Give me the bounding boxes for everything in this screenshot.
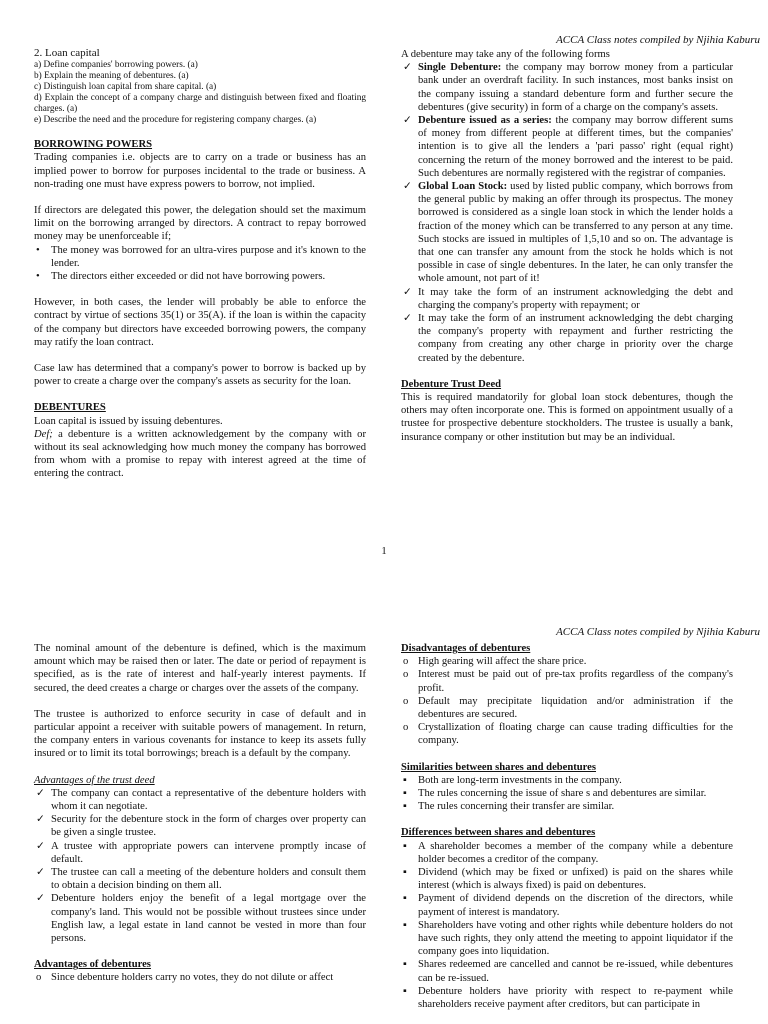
- borrowing-paragraph: Trading companies i.e. objects are to carry on a trade or business has an implied power to borrow for purposes incidental to the trade or business. A non-trading one must have express powers to borrow, not implied.: [34, 152, 366, 190]
- square-bullet-icon: ▪: [403, 985, 407, 997]
- page-2: [0, 626, 768, 1024]
- objective-item: b) Explain the meaning of debentures. (a): [34, 71, 189, 82]
- borrowing-paragraph: Case law has determined that a company's power to borrow is backed up by power to create a charge over the company's assets as security for the loan.: [34, 363, 366, 388]
- similarities-list: [401, 774, 733, 814]
- page-header: ACCA Class notes compiled by Njihia Kaburu: [556, 34, 760, 46]
- list-item: ▪ Dividend (which may be fixed or unfixed) is paid on the shares while interest (which is always fixed) is paid on debentures.: [403, 867, 733, 892]
- checkmark-icon: ✓: [403, 62, 412, 74]
- checkmark-icon: ✓: [403, 115, 412, 127]
- list-item: ▪ Shareholders have voting and other rights while debenture holders do not have such rights, they only attend the meeting to appoint liquidator if the company goes into liquidation.: [403, 919, 733, 958]
- definition-label: Def;: [34, 428, 53, 440]
- list-item: ▪ Payment of dividend depends on the discretion of the directors, while payment of interest is mandatory.: [403, 893, 733, 918]
- page-gap: [0, 565, 768, 626]
- checkmark-icon: ✓: [36, 893, 45, 905]
- checkmark-icon: ✓: [36, 814, 45, 826]
- advantages-trust-deed-heading: Advantages of the trust deed: [34, 774, 155, 786]
- right-column: [401, 48, 733, 444]
- trust-deed-paragraph: This is required mandatorily for global loan stock debentures, though the others may often incorporate one. This is formed on appointment usually of a trustee for prospective debenture stockholders. The trustee is usually a bank, insurance company or other institution but may be an individual.: [401, 392, 733, 443]
- list-item: ▪ Shares redeemed are cancelled and cannot be re-issued, while debentures can be re-issued.: [403, 959, 733, 984]
- list-item: ▪ The rules concerning their transfer are similar.: [403, 801, 615, 813]
- square-bullet-icon: ▪: [403, 959, 407, 971]
- forms-intro: A debenture may take any of the following forms: [401, 49, 610, 60]
- objectives-list: [34, 60, 366, 126]
- debentures-heading: DEBENTURES: [34, 402, 106, 414]
- list-item: ✓ The trustee can call a meeting of the debenture holders and consult them to obtain a decision binding on them all.: [36, 867, 366, 892]
- list-item: ✓ Security for the debenture stock in the form of charges over property can be given a single trustee.: [36, 814, 366, 839]
- checkmark-icon: ✓: [403, 286, 412, 298]
- circle-bullet-icon: o: [403, 722, 409, 734]
- list-item: o Since debenture holders carry no votes, they do not dilute or affect: [36, 972, 334, 984]
- list-item: o Crystallization of floating charge can cause trading difficulties for the company.: [403, 722, 733, 747]
- checkmark-icon: ✓: [36, 840, 45, 852]
- list-item: ✓ A trustee with appropriate powers can intervene promptly incase of default.: [36, 840, 366, 865]
- advantages-debentures-list: [34, 971, 366, 984]
- page-header: ACCA Class notes compiled by Njihia Kaburu: [556, 626, 760, 638]
- list-item: o High gearing will affect the share price.: [403, 656, 587, 668]
- borrowing-powers-heading: BORROWING POWERS: [34, 139, 153, 151]
- square-bullet-icon: ▪: [403, 774, 407, 786]
- circle-bullet-icon: o: [403, 656, 409, 668]
- list-item: ✓ Global Loan Stock: used by listed public company, which borrows from the general public by making an offer through its prospectus. The money borrowed is considered as a single loan stock in which the lender holds a fraction of the money which can be transferred to any person at any time. Such stocks are issued in multiples of 1,5,10 and so on. The advantage is that one can transfer any amount from the stock he holds which is not possible in case of single debentures. In the later, he can only transfer the whole amount, not part of it!: [403, 181, 733, 285]
- bullet-icon: •: [36, 271, 40, 283]
- definition-paragraph: Def; a debenture is a written acknowledgement by the company with or without its seal acknowledging how much money the company has borrowed from whom with a promise to repay with interest agreed at the time of entering the contract.: [34, 428, 366, 480]
- trust-paragraph: The trustee is authorized to enforce security in case of default and in particular appoint a receiver with suitable powers of management. In return, the company enters in various covenants for instance to keep its assets fully insured or to limit its total borrowings; breach is a default by the company.: [34, 708, 366, 760]
- square-bullet-icon: ▪: [403, 788, 407, 800]
- list-item: ✓ It may take the form of an instrument acknowledging the debt and charging the company's property with repayment; or: [403, 286, 733, 311]
- circle-bullet-icon: o: [403, 695, 409, 707]
- checkmark-icon: ✓: [403, 181, 412, 193]
- circle-bullet-icon: o: [403, 669, 409, 681]
- square-bullet-icon: ▪: [403, 867, 407, 879]
- list-item: ✓ It may take the form of an instrument acknowledging the debt charging the company's property with repayment and further restricting the company from creating any other charge in priority over the charge created by the debenture.: [403, 313, 733, 364]
- section-title: 2. Loan capital: [34, 47, 100, 59]
- similarities-heading: Similarities between shares and debentures: [401, 761, 597, 773]
- square-bullet-icon: ▪: [403, 893, 407, 905]
- objective-item: c) Distinguish loan capital from share capital. (a): [34, 82, 217, 93]
- borrowing-bullet-list: [34, 244, 366, 284]
- objective-item: d) Explain the concept of a company charge and distinguish between fixed and floating charges. (a): [34, 93, 366, 115]
- disadvantages-list: [401, 655, 733, 747]
- list-item: • The money was borrowed for an ultra-vires purpose and it's known to the lender.: [36, 244, 366, 269]
- list-item: ✓ Debenture issued as a series: the company may borrow different sums of money from different people at different times, but the companies' intention is to give all the lenders a 'pari passo' right (equal right) concerning the return of the money borrowed and the interest to be paid. Such debentures are normally registered with the registrar of companies.: [403, 115, 734, 179]
- bullet-icon: •: [36, 244, 40, 256]
- list-item: o Default may precipitate liquidation and/or administration if the debentures are secured.: [403, 695, 733, 721]
- square-bullet-icon: ▪: [403, 919, 407, 931]
- left-column: [34, 47, 366, 481]
- page-number: 1: [381, 546, 387, 557]
- list-item: ▪ Debenture holders have priority with respect to re-payment while shareholders receive payment after creditors, but can participate in: [403, 985, 733, 1011]
- checkmark-icon: ✓: [36, 787, 45, 799]
- list-item: o Interest must be paid out of pre-tax profits regardless of the company's profit.: [403, 669, 733, 694]
- borrowing-paragraph: However, in both cases, the lender will probably be able to enforce the contract by virtue of sections 35(1) or 35(A). if the loan is within the capacity of the company but directors have exceeded borrowing powers, the company may ratify the loan contract.: [34, 297, 366, 348]
- list-item: ✓ The company can contact a representative of the debenture holders with whom it can negotiate.: [36, 787, 366, 813]
- list-item: ▪ A shareholder becomes a member of the company while a debenture holder becomes a creditor of the company.: [403, 840, 733, 865]
- left-column: [34, 642, 366, 985]
- trust-paragraph: The nominal amount of the debenture is defined, which is the maximum amount which may be raised then or later. The date or period of repayment is specified, as is the rate of interest and half-yearly interest payments. If secured, the deed creates a charge or charges over the assets of the company.: [34, 643, 366, 694]
- objective-item: a) Define companies' borrowing powers. (a): [34, 60, 198, 71]
- debenture-forms-list: [401, 61, 733, 365]
- circle-bullet-icon: o: [36, 972, 42, 984]
- differences-list: [401, 840, 733, 1012]
- list-item: ✓ Single Debenture: the company may borrow money from a particular bank under an overdraft facility. In such instances, most banks insist on the company issuing a standard debenture form and further secure the debentures (give security) in form of a charge on the company's assets.: [403, 62, 733, 113]
- disadvantages-heading: Disadvantages of debentures: [401, 643, 531, 654]
- differences-heading: Differences between shares and debentures: [401, 827, 596, 839]
- list-item: ✓ Debenture holders enjoy the benefit of a legal mortgage over the company's land. This would not be possible without trustees since under English law, a legal estate in land cannot be vested in more than four persons.: [36, 893, 366, 945]
- debentures-paragraph: Loan capital is issued by issuing debentures.: [34, 415, 223, 427]
- square-bullet-icon: ▪: [403, 840, 407, 852]
- advantages-trust-deed-list: [34, 787, 366, 945]
- checkmark-icon: ✓: [403, 313, 412, 325]
- list-item: ▪ The rules concerning the issue of share s and debentures are similar.: [403, 788, 707, 800]
- list-item: • The directors either exceeded or did not have borrowing powers.: [36, 271, 326, 283]
- objective-item: e) Describe the need and the procedure for registering company charges. (a): [34, 115, 317, 126]
- list-item: ▪ Both are long-term investments in the company.: [403, 774, 622, 786]
- borrowing-paragraph: If directors are delegated this power, the delegation should set the maximum limit on the borrowing arranged by directors. A contract to repay borrowed money may be unenforceable if;: [34, 205, 366, 243]
- right-column: [401, 642, 733, 1011]
- trust-deed-heading: Debenture Trust Deed: [401, 378, 502, 390]
- advantages-debentures-heading: Advantages of debentures: [34, 959, 151, 971]
- checkmark-icon: ✓: [36, 867, 45, 879]
- square-bullet-icon: ▪: [403, 801, 407, 813]
